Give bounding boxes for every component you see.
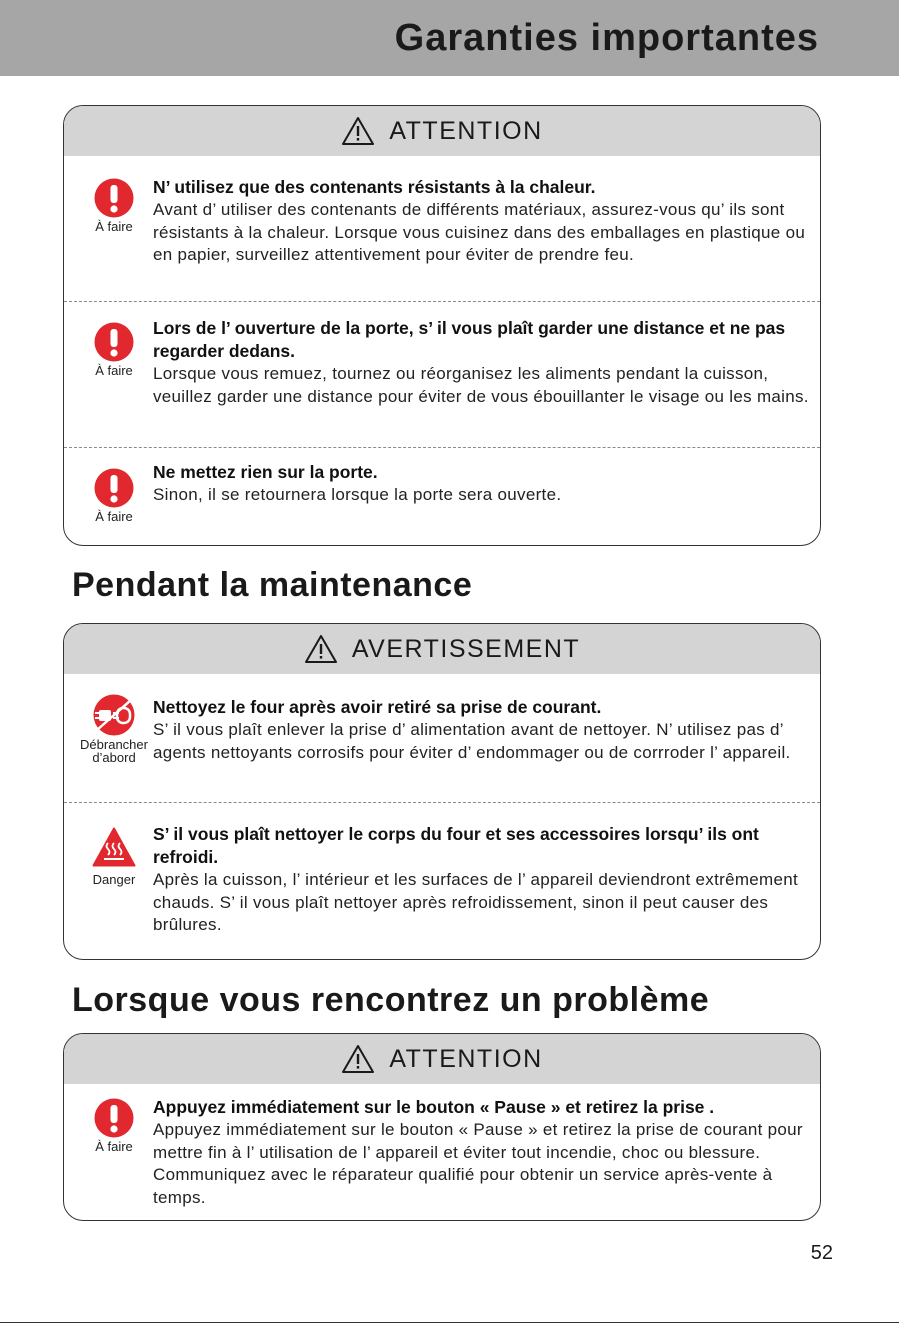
item-text bbox=[153, 317, 810, 408]
item-text bbox=[153, 461, 810, 507]
item-text bbox=[153, 696, 810, 764]
item-title: Lors de l’ ouverture de la porte, s’ il vous plaît garder une distance et ne pas regarder dedans. bbox=[153, 318, 786, 361]
mandatory-exclamation-icon bbox=[94, 1098, 134, 1138]
item-body: Après la cuisson, l’ intérieur et les surfaces de l’ appareil deviendront extrêmement chauds. S’ il vous plaît nettoyer après refroidissement, sinon il peut causer des brûlures. bbox=[153, 870, 799, 934]
section-heading-problem: Lorsque vous rencontrez un problème bbox=[72, 981, 710, 1019]
icon-label: À faire bbox=[95, 1139, 133, 1154]
list-item bbox=[64, 1084, 820, 1218]
list-item bbox=[64, 302, 820, 447]
icon-column bbox=[64, 827, 164, 886]
list-item bbox=[64, 156, 820, 301]
item-title: N’ utilisez que des contenants résistants à la chaleur. bbox=[153, 177, 596, 197]
item-body: Lorsque vous remuez, tournez ou réorganisez les aliments pendant la cuisson, veuillez garder une distance pour éviter de vous ébouillanter le visage ou les mains. bbox=[153, 364, 809, 406]
icon-column bbox=[64, 468, 164, 523]
warning-triangle-icon bbox=[341, 1044, 375, 1074]
item-title: Nettoyez le four après avoir retiré sa prise de courant. bbox=[153, 697, 602, 717]
item-body: S’ il vous plaît enlever la prise d’ alimentation avant de nettoyer. N’ utilisez pas d’ agents nettoyants corrosifs pour éviter d’ endommager ou de corrroder l’ appareil. bbox=[153, 720, 791, 762]
bottom-rule bbox=[0, 1322, 899, 1323]
warning-box bbox=[63, 623, 821, 960]
box-header-label: ATTENTION bbox=[389, 1044, 543, 1073]
page-number: 52 bbox=[810, 1242, 833, 1264]
icon-label: À faire bbox=[95, 363, 133, 378]
icon-column bbox=[64, 1098, 164, 1153]
section-heading-maintenance: Pendant la maintenance bbox=[72, 566, 473, 604]
mandatory-exclamation-icon bbox=[94, 178, 134, 218]
warning-triangle-icon bbox=[304, 634, 338, 664]
item-body: Avant d’ utiliser des contenants de différents matériaux, assurez-vous qu’ ils sont résistants à la chaleur. Lorsque vous cuisinez dans des emballages en plastique ou en papier, surveillez attentivement pour éviter de prendre feu. bbox=[153, 200, 806, 264]
attention-box-1 bbox=[63, 105, 821, 546]
item-text bbox=[153, 823, 810, 937]
box-header bbox=[64, 624, 820, 674]
icon-column bbox=[64, 322, 164, 377]
box-header bbox=[64, 106, 820, 156]
list-item bbox=[64, 803, 820, 953]
list-item bbox=[64, 674, 820, 802]
item-title: Appuyez immédiatement sur le bouton « Pause » et retirez la prise . bbox=[153, 1097, 715, 1117]
icon-label: À faire bbox=[95, 219, 133, 234]
box-header-label: AVERTISSEMENT bbox=[351, 634, 581, 663]
icon-column bbox=[64, 178, 164, 233]
header-bar bbox=[0, 0, 899, 76]
icon-label: d’abord bbox=[92, 750, 136, 765]
item-body: Appuyez immédiatement sur le bouton « Pause » et retirez la prise de courant pour mettre fin à l’ utilisation de l’ appareil et éviter tout incendie, choc ou blessure. Communiquez avec le réparateur qualifié pour obtenir un service après-vente à temps. bbox=[153, 1120, 803, 1207]
unplug-icon bbox=[93, 694, 135, 736]
icon-label: Débrancher bbox=[80, 737, 148, 752]
item-title: S’ il vous plaît nettoyer le corps du four et ses accessoires lorsqu’ ils ont refroidi. bbox=[153, 824, 759, 867]
page-title: Garanties importantes bbox=[394, 17, 819, 59]
list-item bbox=[64, 448, 820, 543]
item-title: Ne mettez rien sur la porte. bbox=[153, 462, 378, 482]
hot-surface-warning-icon bbox=[92, 827, 136, 867]
attention-box-2 bbox=[63, 1033, 821, 1221]
icon-label: Danger bbox=[92, 872, 136, 887]
box-header bbox=[64, 1034, 820, 1084]
item-body: Sinon, il se retournera lorsque la porte sera ouverte. bbox=[153, 485, 562, 504]
warning-triangle-icon bbox=[341, 116, 375, 146]
icon-column bbox=[64, 694, 164, 764]
item-text bbox=[153, 176, 810, 267]
mandatory-exclamation-icon bbox=[94, 468, 134, 508]
mandatory-exclamation-icon bbox=[94, 322, 134, 362]
item-text bbox=[153, 1096, 810, 1209]
icon-label: À faire bbox=[95, 509, 133, 524]
box-header-label: ATTENTION bbox=[389, 116, 543, 145]
